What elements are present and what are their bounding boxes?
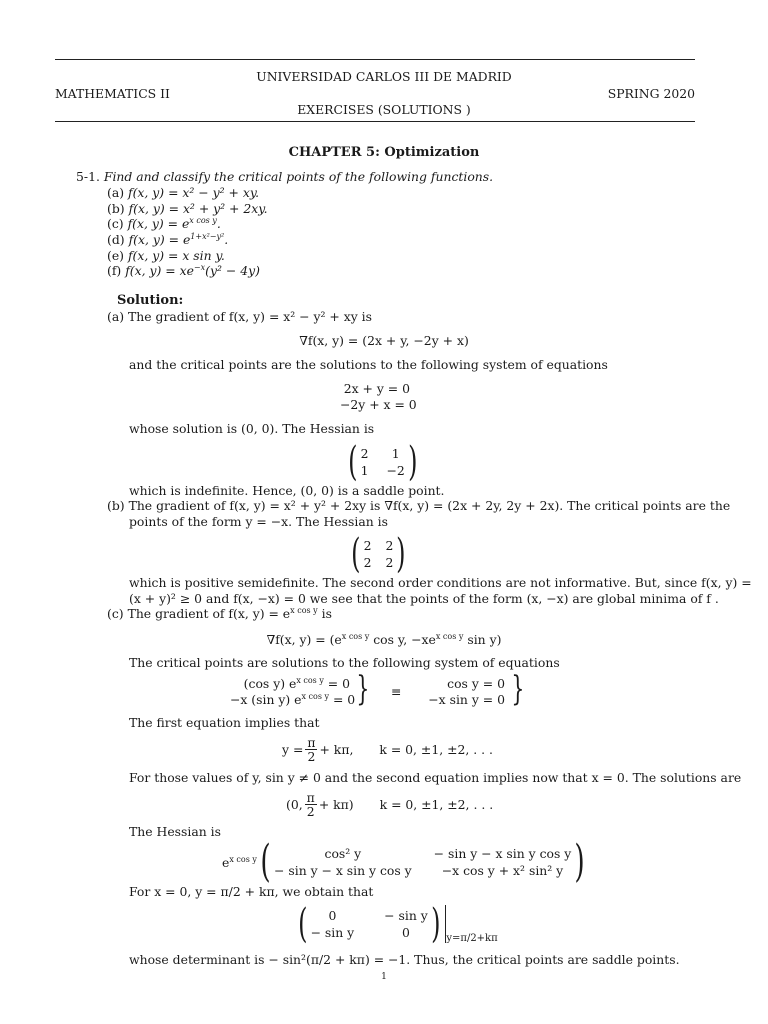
sol-c-sys-left-2: −x (sin y) $e^{x cos y} = 0$: [230, 692, 356, 707]
sol-c-intro: (c) The gradient of f(x, $y) = e^{x cos y}$ is: [107, 606, 332, 621]
sol-c-evaluated-matrix: ( 0 − sin y − sin y 0 ) y=π/2+kπ: [298, 901, 498, 947]
sol-c-equiv: ≡: [391, 684, 402, 699]
sol-c-values-text: For those values of y, sin y ≠ 0 and the second equation implies now that x = 0. The solutions are: [129, 770, 742, 785]
item-c: (c) f(x, $y) = e^{x cos y}$.: [107, 216, 221, 231]
sol-c-gradient: ∇f(x, $y) = (e^{x cos y}$ cos y, $-xe^{x cos y}$ sin y): [266, 632, 502, 647]
problem-statement: [76, 169, 493, 184]
sol-a-solution-text: whose solution is (0, 0). The Hessian is: [129, 421, 375, 436]
item-a: (a) f(x, y) = x² − y² + xy.: [107, 185, 260, 200]
sol-b-conclusion1: which is positive semidefinite. The second order conditions are not informative. But, since f(x, y) =: [129, 575, 752, 590]
sol-a-gradient: ∇f(x, y) = (2x + y, −2y + x): [299, 333, 469, 348]
sol-c-sys-left-1: (cos y) $e^{x cos y} = 0$: [243, 676, 350, 691]
sol-c-hessian-matrix: $e^{x cos y}$ ( cos² y − sin y − x sin y cos y − sin y − x sin y cos y −x cos y + x² sin² y ): [222, 836, 586, 887]
pi-over-2-fraction-2: $\frac{\pi}{2}$: [306, 790, 315, 820]
page-number: 1: [381, 972, 387, 982]
header-top-rule: [55, 59, 695, 60]
sol-c-first-eq: The first equation implies that: [129, 715, 320, 730]
chapter-title: CHAPTER 5: Optimization: [288, 145, 480, 160]
sol-b-line2: points of the form y = −x. The Hessian is: [129, 514, 388, 529]
sol-a-eq2: −2y + x = 0: [340, 397, 417, 412]
header-bottom-rule: [55, 121, 695, 122]
term: SPRING 2020: [607, 86, 695, 101]
solution-heading: Solution:: [117, 293, 184, 308]
sol-c-system-intro: The critical points are solutions to the following system of equations: [129, 655, 560, 670]
item-e: (e) f(x, y) = x sin y.: [107, 248, 225, 263]
problem-number: 5-1.: [76, 169, 100, 184]
sol-c-determinant: whose determinant is − sin²(π/2 + kπ) = −1. Thus, the critical points are saddle points.: [129, 952, 680, 967]
sol-a-conclusion: which is indefinite. Hence, (0, 0) is a saddle point.: [129, 483, 445, 498]
sol-b-line1: (b) The gradient of f(x, y) = x² + y² + 2xy is ∇f(x, y) = (2x + 2y, 2y + 2x). The critical points are the: [107, 498, 731, 513]
sol-c-left-brace: }: [356, 669, 370, 709]
sol-c-sys-right-1: cos y = 0: [447, 676, 505, 691]
problem-text: Find and classify the critical points of the following functions.: [103, 169, 494, 184]
sol-a-intro: (a) The gradient of f(x, y) = x² − y² + xy is: [107, 309, 372, 324]
sol-c-obtain: For x = 0, y = π/2 + kπ, we obtain that: [129, 884, 374, 899]
sol-a-system-intro: and the critical points are the solutions to the following system of equations: [129, 357, 608, 372]
sol-c-right-brace: }: [511, 669, 525, 709]
sol-a-hessian-matrix: ( 2 1 1 −2 ): [348, 439, 418, 485]
university-name: UNIVERSIDAD CARLOS III DE MADRID: [256, 69, 512, 84]
item-f: (f) f(x, $y) = xe^{-x}(y^2 - 4y)$: [107, 263, 260, 278]
sol-c-sys-right-2: −x sin y = 0: [428, 692, 505, 707]
sol-b-hessian-matrix: ( 2 2 2 2 ): [351, 531, 406, 577]
sol-b-conclusion2: (x + y)² ≥ 0 and f(x, −x) = 0 we see that the points of the form (x, −x) are global minima of f .: [129, 591, 719, 606]
sol-c-y-equation: y = $\frac{\pi}{2}$ + kπ, k = 0, ±1, ±2, . . .: [282, 735, 493, 765]
item-d: (d) f(x, $y) = e^{1+x^2-y^2}$.: [107, 232, 229, 247]
course-name: MATHEMATICS II: [55, 86, 170, 101]
document-type: EXERCISES (SOLUTIONS ): [297, 102, 471, 117]
pi-over-2-fraction: $\frac{\pi}{2}$: [307, 735, 316, 765]
sol-c-hessian-intro: The Hessian is: [129, 824, 221, 839]
sol-a-eq1: 2x + y = 0: [343, 381, 410, 396]
item-b: (b) f(x, y) = x² + y² + 2xy.: [107, 201, 268, 216]
sol-c-solutions: (0, $\frac{\pi}{2}$ + kπ) k = 0, ±1, ±2, . . .: [286, 790, 494, 820]
